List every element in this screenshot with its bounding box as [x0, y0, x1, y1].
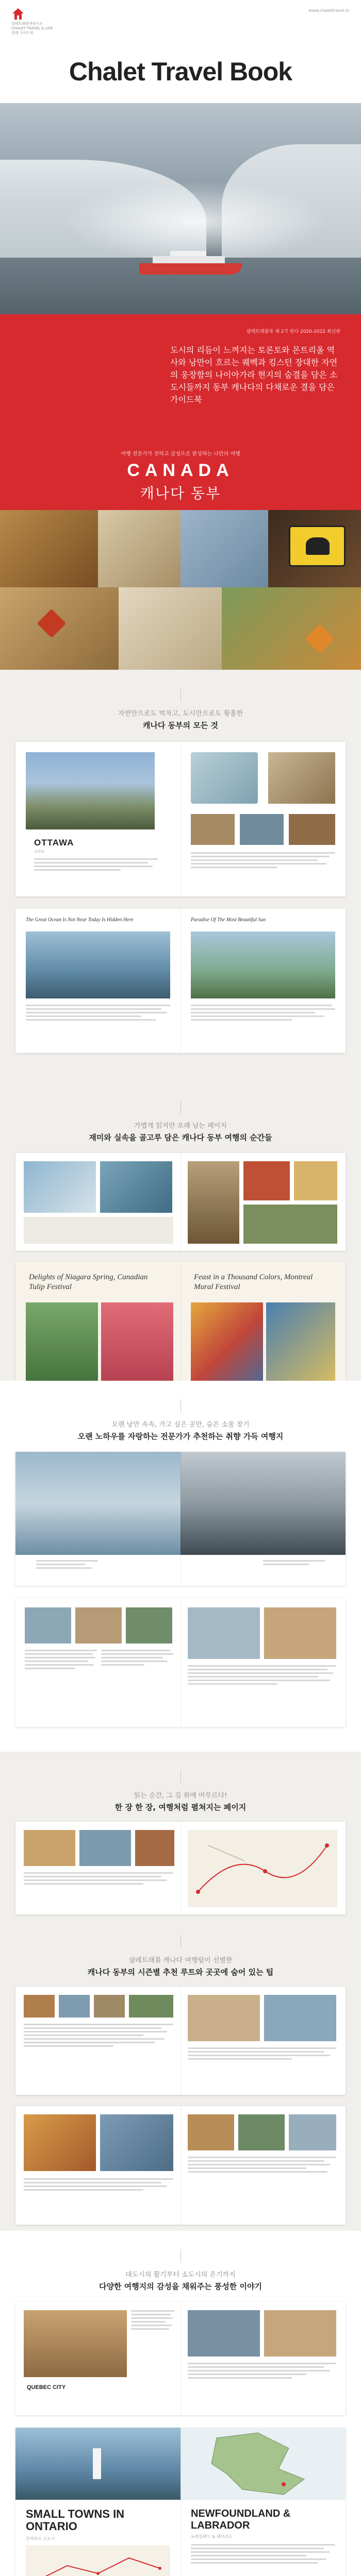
small-towns-title: SMALL TOWNS IN ONTARIO — [26, 2507, 125, 2533]
section-recommend — [0, 1381, 361, 1752]
collage-photo — [180, 510, 268, 587]
thumb-photo — [79, 1830, 131, 1866]
book-spread — [15, 1987, 346, 2095]
text-block — [25, 1650, 97, 1671]
divider — [180, 688, 181, 702]
moose-icon — [306, 537, 330, 555]
section-routes — [0, 1917, 361, 2231]
thumb-photo — [238, 2114, 285, 2150]
thumb-photo — [126, 1607, 172, 1643]
thumb-photo — [24, 1830, 75, 1866]
thumb-photo — [191, 814, 235, 845]
map-illustration — [191, 752, 258, 804]
text-block — [191, 2544, 335, 2566]
text-block — [101, 1650, 173, 1668]
section-kicker: 샬레트래블 캐나다 여행팀이 선별한 — [128, 1957, 233, 1964]
thumb-photo — [59, 1995, 90, 2018]
section-kicker: 읽는 순간, 그 길 위에 머무르다! — [134, 1792, 227, 1800]
book-spread — [15, 2302, 346, 2415]
newfoundland-title: NEWFOUNDLAND & LABRADOR — [191, 2508, 291, 2531]
park-photo — [243, 1205, 337, 1244]
niagara-falls-photo — [0, 103, 361, 314]
site-url[interactable]: www.chalettravel.kr — [308, 8, 350, 13]
lake-photo — [100, 2114, 173, 2171]
book-title: Chalet Travel Book — [69, 57, 292, 86]
ottawa-subtitle: 오타와 — [34, 850, 45, 854]
brand-line: 샬레트래블앤라이프 — [11, 22, 43, 26]
section-title: 오랜 노하우를 자랑하는 전문가가 추천하는 취향 가득 여행지 — [77, 1432, 284, 1441]
section-title: 캐나다 동부의 모든 것 — [142, 721, 219, 730]
collage-photo — [0, 510, 98, 587]
route-map — [188, 1830, 337, 1907]
coast-photo — [26, 931, 170, 998]
island-photo — [191, 931, 335, 998]
ottawa-parliament-photo — [26, 752, 155, 829]
edition-kicker: 샬레트래블북 제 2가 한다 2020-2022 최신판 — [246, 329, 340, 334]
thumb-photo — [129, 1995, 173, 2018]
spread-heading: Paradise Of The Most Beautiful Sun — [191, 917, 266, 923]
photo-collage — [0, 510, 361, 670]
text-block — [191, 852, 335, 870]
section-moments — [0, 1082, 361, 1381]
thumb-photo — [188, 1995, 260, 2041]
text-block — [24, 1872, 173, 1887]
photo-caption — [263, 1560, 325, 1581]
newfoundland-map-shape — [180, 2428, 346, 2500]
book-spread — [15, 2106, 346, 2225]
section-kicker: 가볍게 읽지만 오래 남는 페이지 — [134, 1122, 227, 1130]
thumb-photo — [289, 2114, 336, 2150]
food-photo — [243, 1161, 290, 1200]
food-photo — [294, 1161, 337, 1200]
section-kicker: 대도시의 활기부터 소도시의 온기까지 — [125, 2271, 236, 2279]
spread-heading: The Great Ocean Is Not Near Today Is Hidden Here — [26, 917, 134, 923]
chalet-logo-icon — [11, 7, 25, 21]
section-title: 한 장 한 장, 여행처럼 펼쳐지는 페이지 — [114, 1803, 247, 1812]
thumb-photo — [188, 2114, 234, 2150]
thumb-photo — [289, 814, 335, 845]
text-block — [188, 2363, 336, 2381]
quebec-city-title: QUEBEC CITY — [27, 2384, 66, 2391]
brand-line: 샬레 가이드북 — [11, 31, 34, 35]
thumb-photo — [188, 1607, 260, 1659]
book-spread — [15, 2428, 346, 2576]
landscape-photo — [100, 1161, 172, 1213]
section-overview — [0, 670, 361, 1082]
cover-intro: 도시의 리듬이 느껴지는 토론토와 몬트리올 역사와 낭만이 흐르는 퀘벡과 킹스턴 장대한 자연의 웅장함의 나이아가라 현지의 숨결을 담은 소도시들까지 동부 캐나다의 다채로운 결을 담은 가이드북 — [170, 345, 338, 404]
text-block — [131, 2310, 174, 2332]
caption-panel — [24, 1217, 173, 1244]
collage-photo — [222, 587, 361, 670]
thumb-photo — [24, 1995, 55, 2018]
lighthouse-lake-photo — [15, 2428, 180, 2500]
cover-red-band — [0, 314, 361, 510]
route-map-lines — [188, 1830, 337, 1907]
section-title: 재미와 실속을 골고루 담은 캐나다 동부 여행의 순간들 — [89, 1133, 272, 1142]
book-spread — [15, 1598, 346, 1727]
ottawa-title: OTTAWA — [34, 838, 74, 848]
iceberg-photo — [15, 1452, 180, 1555]
lighthouse — [93, 2448, 101, 2479]
small-towns-subtitle: 온타리오 소도시 — [26, 2536, 55, 2541]
lakeside-photo — [180, 1452, 346, 1555]
section-title: 다양한 여행지의 감성을 채워주는 풍성한 이야기 — [99, 2282, 262, 2291]
festival-title: Delights of Niagara Spring, Canadian Tulip Festival — [29, 1273, 148, 1291]
landscape-photo — [24, 1161, 96, 1213]
moose-sign — [289, 526, 346, 567]
canada-heading: CANADA — [127, 461, 234, 480]
thumb-photo — [240, 814, 284, 845]
thumb-photo — [264, 1607, 336, 1659]
book-spread — [15, 1153, 346, 1251]
photo-caption — [36, 1560, 98, 1581]
section-pages — [0, 1752, 361, 1917]
book-spread — [15, 1822, 346, 1914]
city-photo — [188, 1161, 239, 1244]
thumb-photo — [264, 2310, 336, 2357]
section-stories — [0, 2231, 361, 2576]
thumb-photo — [75, 1607, 122, 1643]
text-block — [24, 2178, 173, 2193]
divider — [180, 1935, 181, 1948]
thumb-photo — [264, 1995, 336, 2041]
ontario-map-lines — [26, 2545, 170, 2576]
text-block — [188, 1665, 336, 1687]
collage-photo — [98, 510, 180, 587]
divider — [180, 1399, 181, 1413]
book-spread — [15, 909, 346, 1053]
brand-lines — [11, 22, 73, 36]
thumb-photo — [188, 2310, 260, 2357]
book-spread — [15, 742, 346, 896]
book-spread — [15, 1452, 346, 1586]
section-title: 캐나다 동부의 시즌별 추천 루트와 곳곳에 숨어 있는 팁 — [87, 1968, 274, 1977]
text-block — [191, 1005, 335, 1023]
thumb-photo — [25, 1607, 71, 1643]
autumn-photo — [24, 2114, 96, 2171]
text-block — [188, 2157, 336, 2175]
text-block — [188, 2047, 336, 2062]
brand-line: CHALET TRAVEL & LIFE — [11, 26, 53, 30]
ontario-map — [26, 2545, 170, 2576]
tour-boat — [139, 250, 242, 275]
quebec-photo — [24, 2310, 127, 2377]
top-bar — [0, 0, 361, 35]
divider — [180, 1770, 181, 1784]
divider — [180, 2249, 181, 2263]
section-kicker: 자연만으로도 벅차고, 도시만으로도 황홀한 — [118, 710, 243, 718]
thumb-photo — [94, 1995, 125, 2018]
text-block — [34, 858, 158, 873]
divider — [180, 1100, 181, 1114]
newfoundland-subtitle: 뉴펀들랜드 & 래브라도 — [191, 2534, 233, 2539]
canada-korean-heading: 캐나다 동부 — [140, 485, 221, 502]
cover-subline: 여행 전문가가 전하고 감성으로 완성하는 나만의 여행 — [121, 451, 240, 457]
cover — [0, 0, 361, 510]
collage-photo — [119, 587, 222, 670]
section-kicker: 오랜 낭만 속속, 가고 싶은 곳만, 숨은 소울 찾기 — [111, 1421, 250, 1429]
boat-hull — [139, 263, 242, 275]
festival-title: Feast in a Thousand Colors, Montreal Mural Festival — [194, 1273, 313, 1291]
newfoundland-map — [180, 2428, 346, 2500]
text-block — [26, 1005, 170, 1023]
text-block — [24, 2024, 173, 2049]
thumb-photo — [135, 1830, 174, 1866]
lighthouse-photo — [268, 752, 335, 804]
